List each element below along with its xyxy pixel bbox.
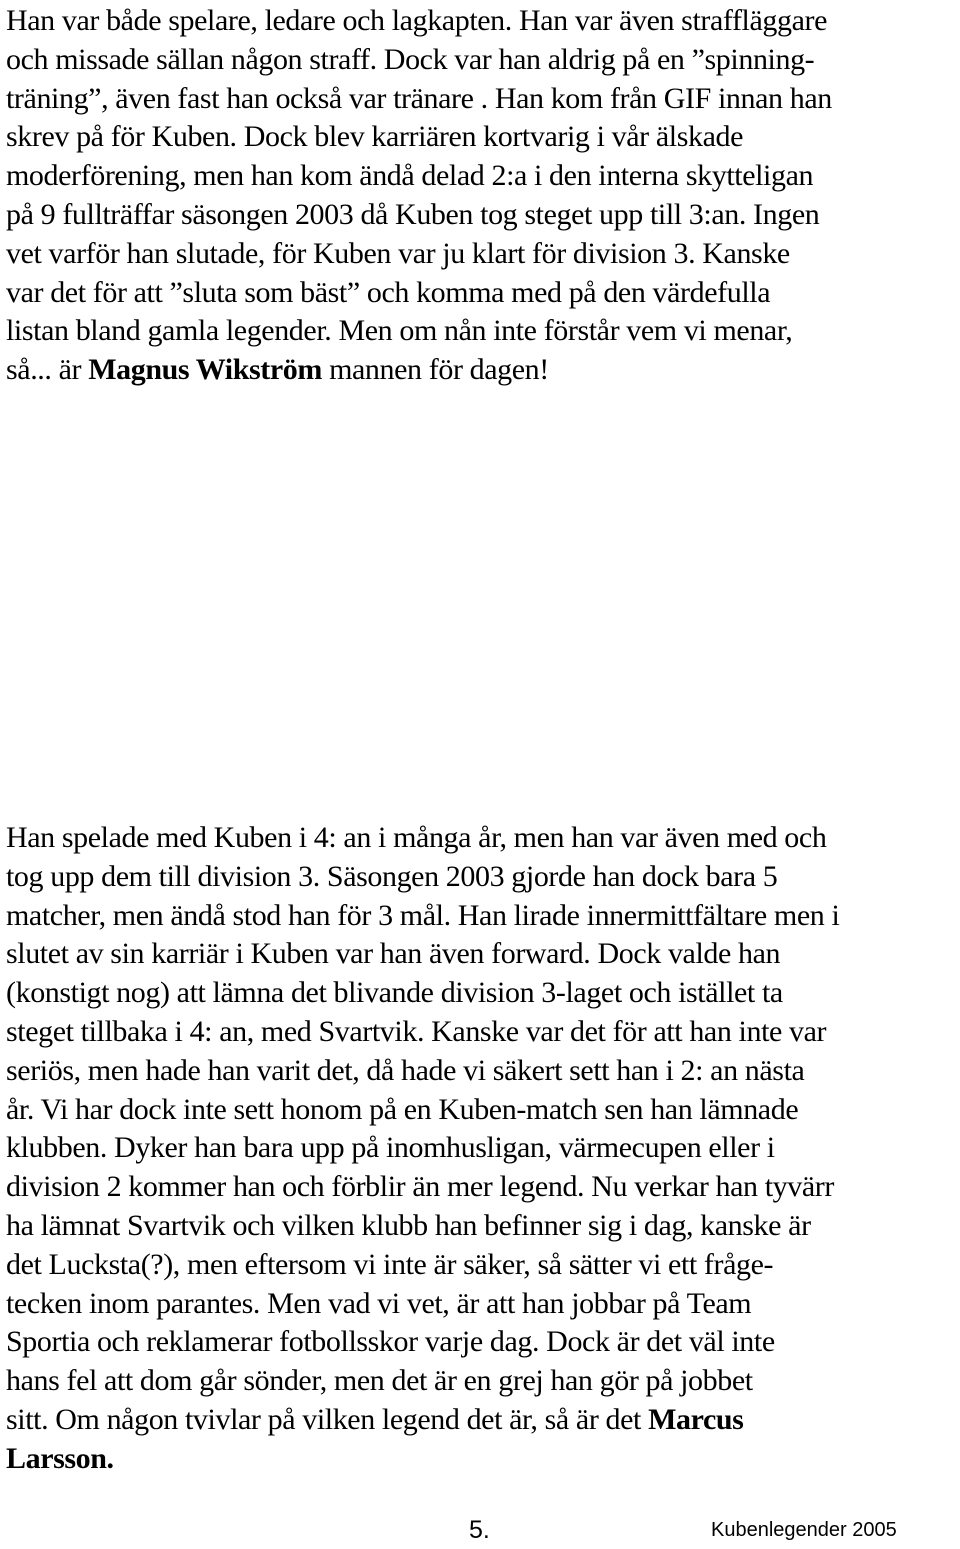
text-line: (konstigt nog) att lämna det blivande division 3-laget och istället ta [6,976,783,1010]
text-line: vet varför han slutade, för Kuben var ju klart för division 3. Kanske [6,236,790,270]
text-line: skrev på för Kuben. Dock blev karriären kortvarig i vår älskade [6,120,744,154]
paragraph-marcus-larsson [6,819,954,1479]
legend-name-marcus-last: Larsson. [6,1441,114,1475]
text-line-name [6,1401,954,1440]
legend-name-magnus: Magnus Wikström [88,353,322,387]
text-line: tecken inom parantes. Men vad vi vet, är att han jobbar på Team [6,1286,752,1320]
text-line: klubben. Dyker han bara upp på inomhusligan, värmecupen eller i [6,1131,775,1165]
text-line: tog upp dem till division 3. Säsongen 2003 gjorde han dock bara 5 [6,859,778,893]
text-line: Sportia och reklamerar fotbollsskor varje dag. Dock är det väl inte [6,1325,775,1359]
text-segment: så... är [6,353,89,387]
paragraph-magnus-wikstrom [6,2,954,390]
text-line: listan bland gamla legender. Men om nån inte förstår vem vi menar, [6,314,793,348]
text-line: på 9 fullträffar säsongen 2003 då Kuben tog steget upp till 3:an. Ingen [6,197,820,231]
text-line: steget tillbaka i 4: an, med Svartvik. Kanske var det för att han inte var [6,1014,827,1048]
text-segment: sitt. Om någon tvivlar på vilken legend det är, så är det [6,1402,649,1436]
text-line: Han spelade med Kuben i 4: an i många år, men han var även med och [6,821,827,854]
publication-title: Kubenlegender 2005 [711,1519,897,1541]
text-line: matcher, men ändå stod han för 3 mål. Han lirade innermittfältare men i [6,898,840,932]
text-line: ha lämnat Svartvik och vilken klubb han befinner sig i dag, kanske är [6,1208,811,1242]
page-number: 5. [469,1516,490,1544]
text-line: träning”, även fast han också var tränare . Han kom från GIF innan han [6,81,832,115]
text-line: det Lucksta(?), men eftersom vi inte är säker, så sätter vi ett fråge- [6,1247,774,1281]
text-line: seriös, men hade han varit det, då hade vi säkert sett han i 2: an nästa [6,1053,805,1087]
text-line: division 2 kommer han och förblir än mer legend. Nu verkar han tyvärr [6,1170,834,1204]
text-line: hans fel att dom går sönder, men det är en grej han gör på jobbet [6,1364,753,1398]
text-line: och missade sällan någon straff. Dock var han aldrig på en ”spinning- [6,42,815,76]
text-line: slutet av sin karriär i Kuben var han även forward. Dock valde han [6,937,781,971]
text-line: Han var både spelare, ledare och lagkapten. Han var även straffläggare [6,4,828,37]
text-line: var det för att ”sluta som bäst” och komma med på den värdefulla [6,275,771,309]
text-segment: mannen för dagen! [321,353,549,387]
text-line-last [6,351,954,390]
text-line: moderförening, men han kom ändå delad 2:a i den interna skytteligan [6,159,814,193]
legend-name-marcus-first: Marcus [648,1402,744,1436]
text-line: år. Vi har dock inte sett honom på en Kuben-match sen han lämnade [6,1092,799,1126]
